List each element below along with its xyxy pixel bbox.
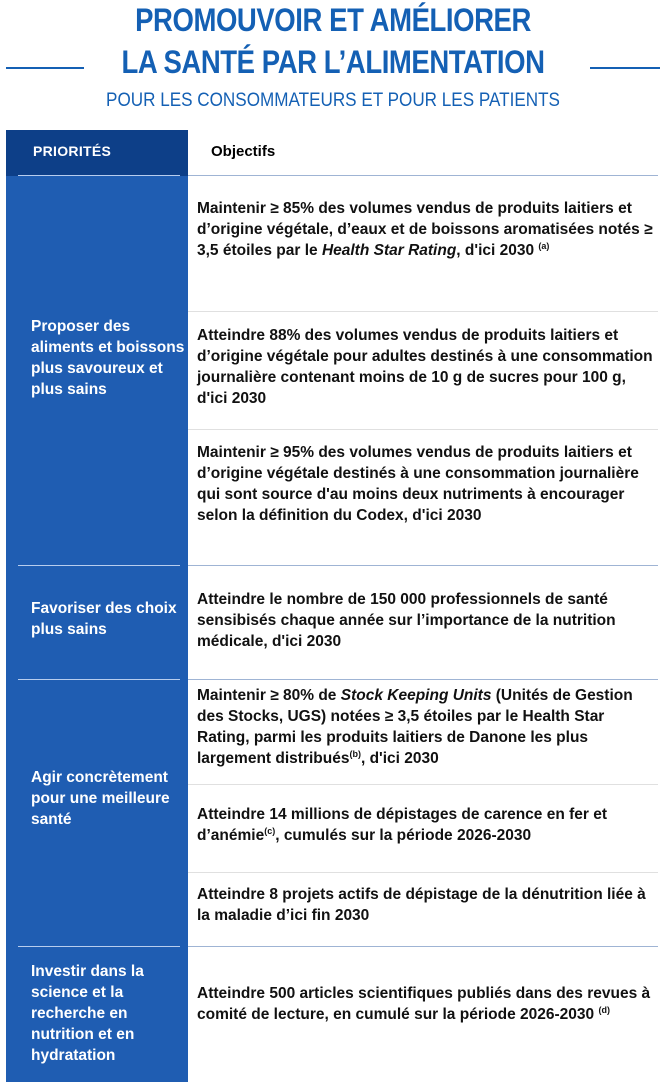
- page-title-line-1: PROMOUVOIR ET AMÉLIORER: [135, 2, 531, 38]
- footnote-ref: (d): [598, 1005, 610, 1015]
- objective-4-1: [197, 983, 657, 1025]
- page-subtitle: POUR LES CONSOMMATEURS ET POUR LES PATIENTS: [106, 90, 560, 111]
- objective-1-2: Atteindre 88% des volumes vendus de produits laitiers et d’origine végétale pour adultes destinés à une consommation journalière contenant moins de 10 g de sucres pour 100 g, d'ici 2030: [197, 327, 653, 407]
- objective-separator: [188, 872, 658, 873]
- objective-italic-text: Stock Keeping Units: [340, 687, 492, 704]
- priority-separator: [18, 679, 180, 680]
- footnote-ref: (c): [264, 826, 276, 836]
- priority-label-4: Investir dans la science et la recherche en nutrition et en hydratation: [31, 963, 144, 1064]
- priorities-header-label: PRIORITÉS: [33, 143, 112, 159]
- priority-separator: [18, 946, 180, 947]
- objectives-table: [6, 130, 660, 1082]
- objective-3-3: Atteindre 8 projets actifs de dépistage de la dénutrition liée à la maladie d’ici fin 2030: [197, 886, 646, 924]
- objective-3-2: [197, 804, 657, 846]
- footnote-ref: (a): [538, 241, 550, 251]
- priority-row-separator: [188, 679, 658, 680]
- footnote-ref: (b): [349, 749, 361, 759]
- priority-label-3: Agir concrètement pour une meilleure santé: [31, 769, 170, 828]
- priority-separator: [18, 565, 180, 566]
- objective-text: , d'ici 2030: [360, 750, 439, 767]
- objective-separator: [188, 311, 658, 312]
- priority-label-1: Proposer des aliments et boissons plus savoureux et plus sains: [31, 318, 185, 398]
- page-header: [0, 0, 666, 128]
- priority-row-separator: [188, 565, 658, 566]
- objective-text: , cumulés sur la période 2026-2030: [275, 827, 532, 844]
- objective-2-1: Atteindre le nombre de 150 000 professionnels de santé sensibisés chaque année sur l’importance de la nutrition médicale, d'ici 2030: [197, 591, 616, 650]
- objective-separator: [188, 784, 658, 785]
- priority-label-2: Favoriser des choix plus sains: [31, 600, 177, 638]
- page-title-line-2: LA SANTÉ PAR L’ALIMENTATION: [121, 44, 545, 80]
- header-separator: [188, 175, 658, 176]
- objectives-header-label: Objectifs: [211, 143, 276, 160]
- objective-text: Maintenir ≥ 85% des volumes vendus de produits laitiers et d’origine végétale, d’eaux et de boissons aromatisées notés ≥ 3,5 étoiles par le: [197, 200, 653, 259]
- objective-text: Maintenir ≥ 80% de: [197, 687, 341, 704]
- title-rule-right: [590, 67, 660, 69]
- objective-1-3: Maintenir ≥ 95% des volumes vendus de produits laitiers et d’origine végétale destinés à une consommation journalière qui sont source d'au moins deux nutriments à encourager selon la définition du Codex, d'ici 2030: [197, 444, 639, 524]
- objective-text: Atteindre 14 millions de dépistages de carence en fer et d’anémie: [197, 806, 608, 844]
- priority-separator: [18, 175, 180, 176]
- objective-text: Atteindre 500 articles scientifiques publiés dans des revues à comité de lecture, en cumulé sur la période 2026-2030: [197, 985, 651, 1023]
- priority-row-separator: [188, 946, 658, 947]
- objective-separator: [188, 429, 658, 430]
- priorities-header-cell: [6, 130, 188, 176]
- objective-3-1: [197, 685, 657, 769]
- objective-text: , d'ici 2030: [456, 242, 539, 259]
- objective-1-1: [197, 198, 657, 261]
- objective-italic-text: Health Star Rating: [321, 242, 457, 259]
- objective-text: (Unités de Gestion des Stocks, UGS) notées ≥ 3,5 étoiles par le Health Star Rating, parmi les produits laitiers de Danone les plus largement distribués: [197, 687, 633, 767]
